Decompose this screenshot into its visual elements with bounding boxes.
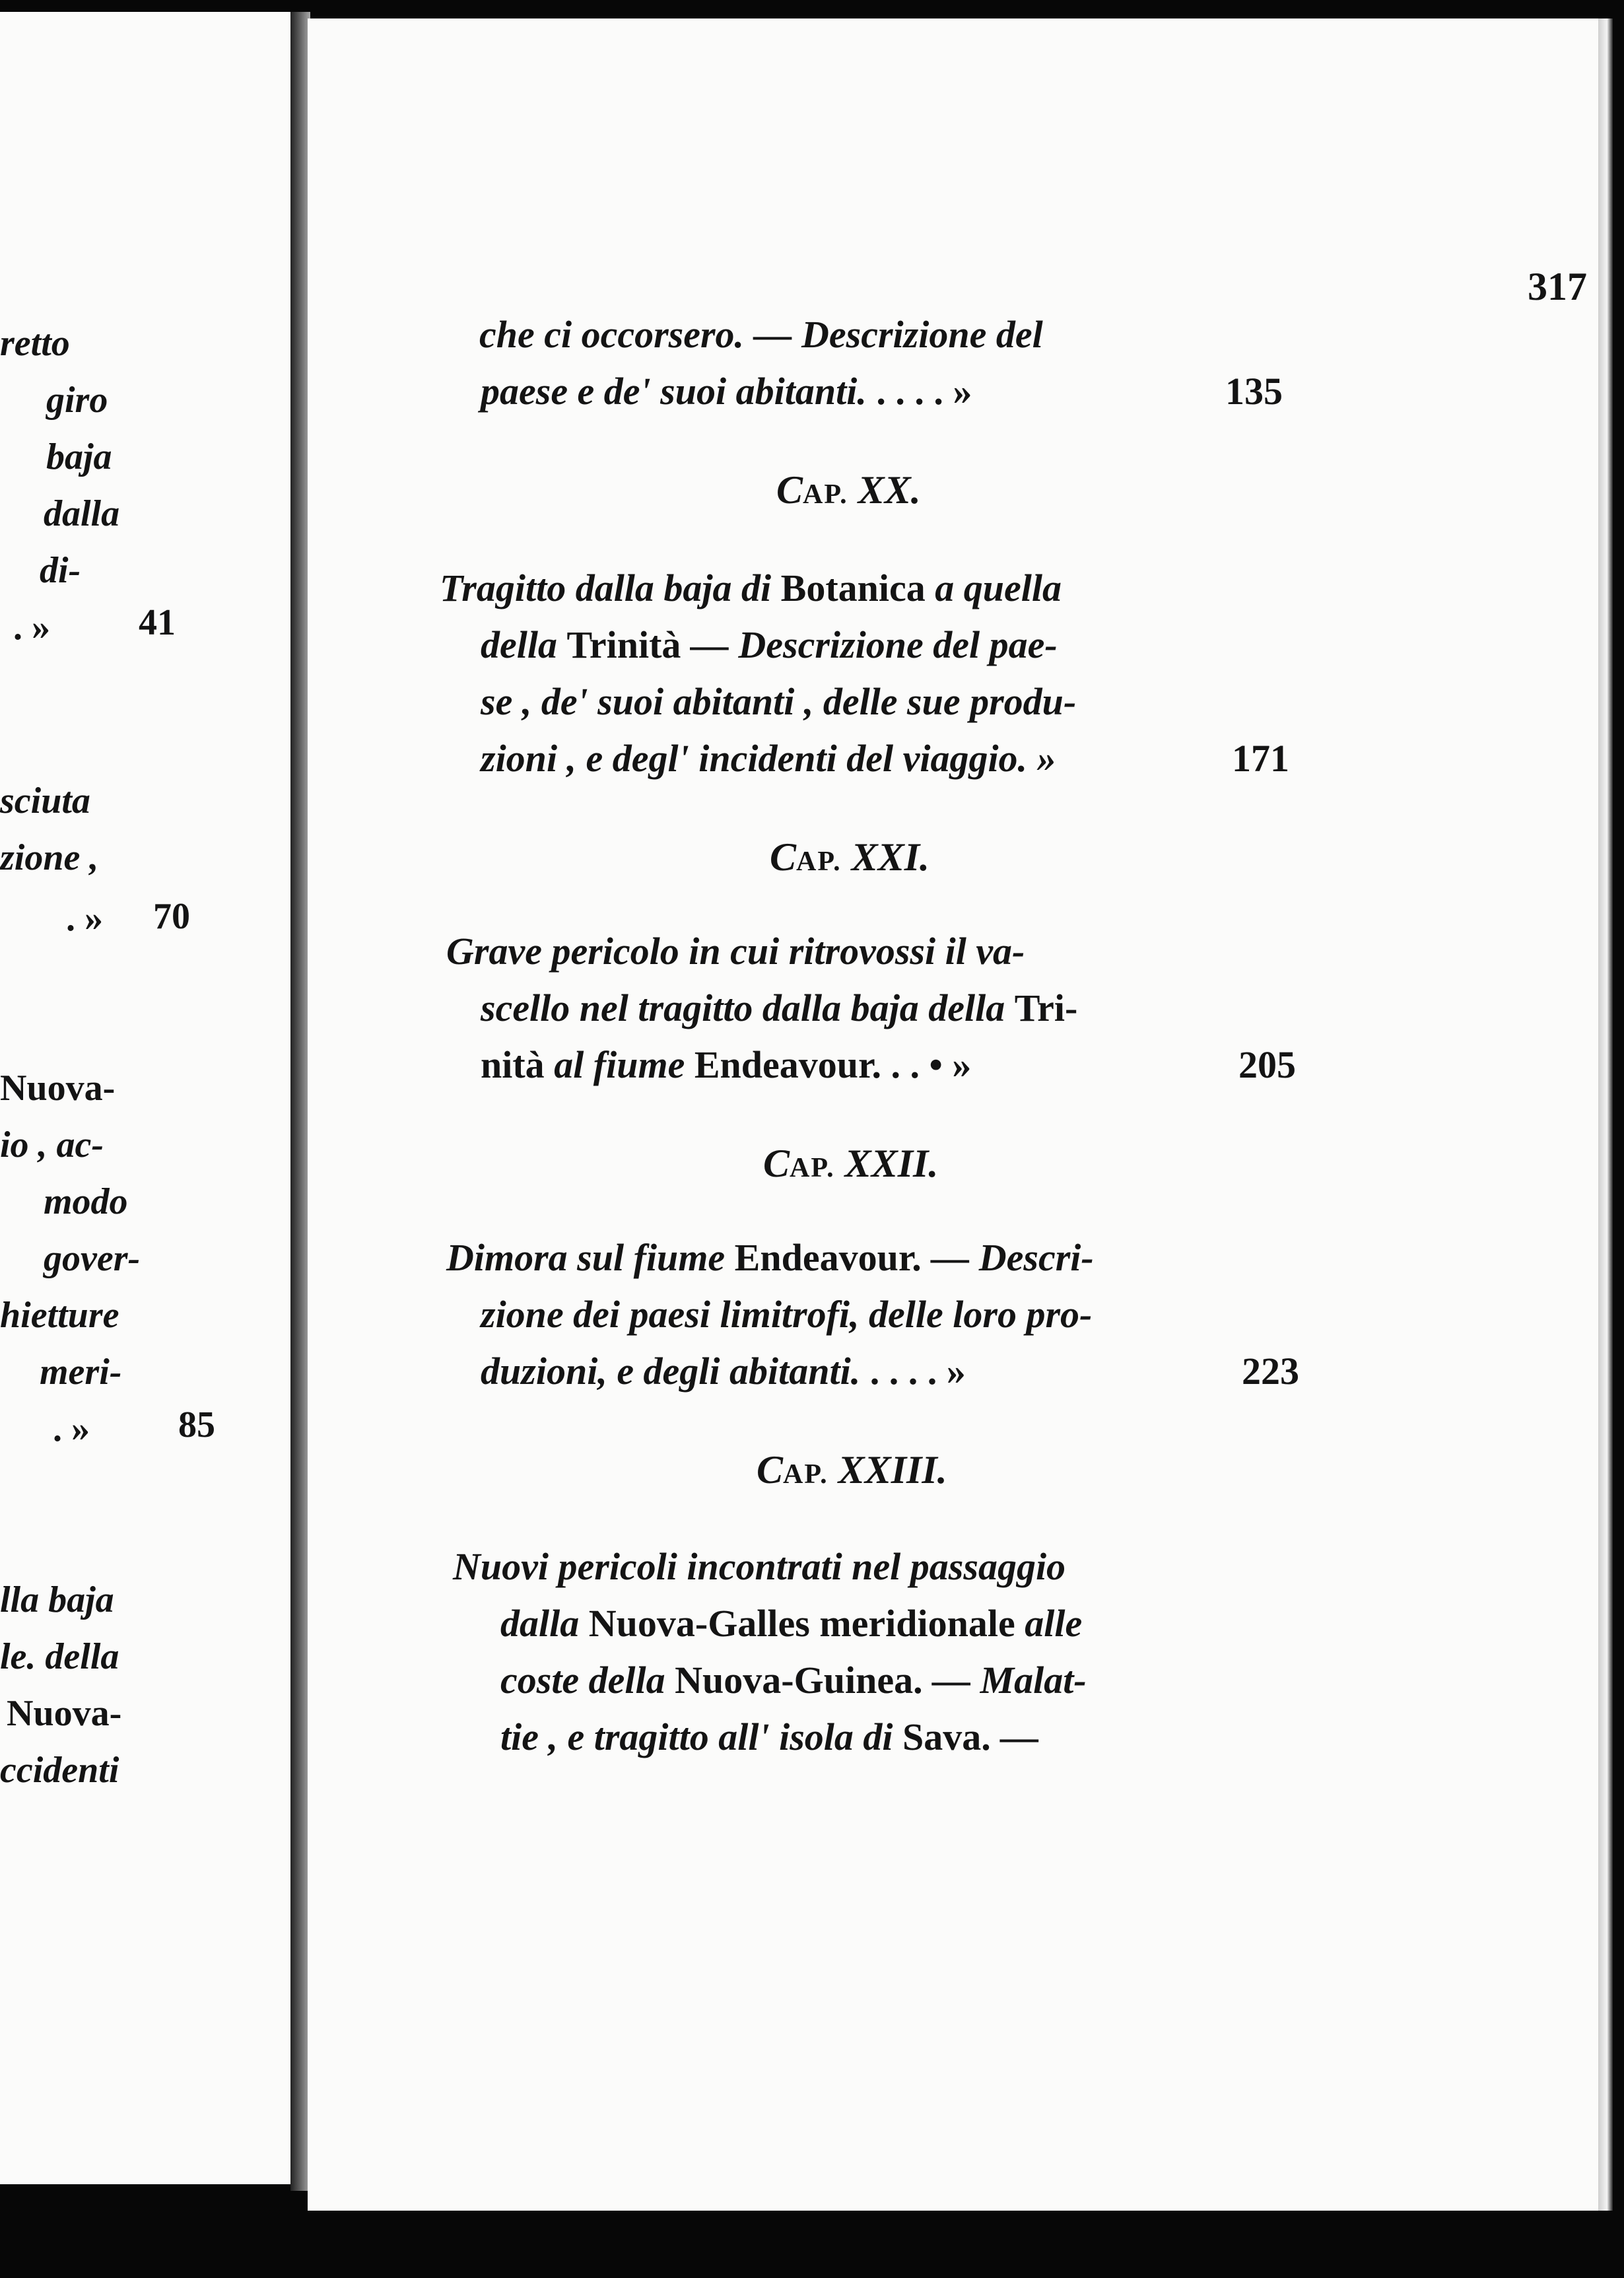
left-page-text-fragment: gover- — [44, 1238, 141, 1279]
toc-entry-line: che ci occorsero. — Descrizione del — [479, 313, 1043, 356]
toc-page-number: 205 — [1238, 1043, 1296, 1086]
toc-entry-line: Dimora sul fiume Endeavour. — Descri- — [446, 1236, 1094, 1279]
left-page-text-fragment: le. della — [0, 1636, 119, 1677]
left-page-text-fragment: . » — [66, 898, 103, 939]
toc-entry-line: Nuovi pericoli incontrati nel passaggio — [453, 1545, 1066, 1588]
toc-page-number: 223 — [1242, 1350, 1299, 1393]
left-page-text-fragment: io , ac- — [0, 1124, 104, 1165]
left-page-text-fragment: modo — [44, 1181, 128, 1222]
toc-entry-line: della Trinità — Descrizione del pae- — [481, 623, 1058, 666]
toc-entry-line: zioni , e degl' incidenti del viaggio. » — [481, 737, 1056, 780]
left-page-number: 41 — [139, 602, 176, 643]
left-page — [0, 12, 294, 2184]
toc-entry-line: tie , e tragitto all' isola di Sava. — — [500, 1715, 1039, 1758]
left-page-text-fragment: giro — [46, 380, 108, 421]
left-page-text-fragment: ccidenti — [0, 1750, 119, 1791]
toc-entry-line: duzioni, e degli abitanti. . . . . » — [481, 1350, 966, 1393]
toc-page-number: 135 — [1225, 370, 1283, 413]
chapter-heading: CAP. XXII. — [763, 1142, 939, 1185]
left-page-text-fragment: Nuova- — [0, 1068, 116, 1109]
left-page-text-fragment: Nuova- — [7, 1693, 122, 1734]
right-page — [308, 18, 1598, 2211]
chapter-heading: CAP. XX. — [776, 468, 921, 512]
left-page-text-fragment: dalla — [44, 493, 120, 534]
left-page-number: 85 — [178, 1404, 215, 1445]
page-edge — [1598, 18, 1613, 2211]
toc-entry-line: scello nel tragitto dalla baja della Tri- — [481, 986, 1078, 1029]
left-page-text-fragment: . » — [53, 1408, 90, 1449]
left-page-text-fragment: meri- — [40, 1352, 122, 1393]
left-page-text-fragment: baja — [46, 436, 112, 477]
toc-entry-line: Grave pericolo in cui ritrovossi il va- — [446, 930, 1025, 973]
left-page-text-fragment: . » — [13, 607, 50, 648]
toc-entry-line: dalla Nuova-Galles meridionale alle — [500, 1602, 1083, 1645]
left-page-text-fragment: lla baja — [0, 1579, 114, 1620]
toc-page-number: 171 — [1232, 737, 1289, 780]
toc-entry-line: paese e de' suoi abitanti. . . . . » — [481, 370, 972, 413]
left-page-text-fragment: sciuta — [0, 780, 90, 821]
left-page-number: 70 — [153, 896, 190, 937]
chapter-heading: CAP. XXI. — [770, 835, 930, 879]
toc-entry-line: nità al fiume Endeavour. . . • » — [481, 1043, 972, 1086]
toc-entry-line: se , de' suoi abitanti , delle sue produ- — [481, 680, 1077, 723]
toc-entry-line: coste della Nuova-Guinea. — Malat- — [500, 1659, 1087, 1702]
left-page-text-fragment: hietture — [0, 1295, 119, 1336]
left-page-text-fragment: zione , — [0, 837, 99, 878]
toc-entry-line: zione dei paesi limitrofi, delle loro pro- — [481, 1293, 1093, 1336]
toc-entry-line: Tragitto dalla baja di Botanica a quella — [440, 567, 1062, 609]
left-page-text-fragment: di- — [40, 550, 81, 591]
chapter-heading: CAP. XXIII. — [757, 1448, 947, 1492]
left-page-text-fragment: retto — [0, 323, 70, 364]
folio-number: 317 — [1528, 265, 1587, 308]
